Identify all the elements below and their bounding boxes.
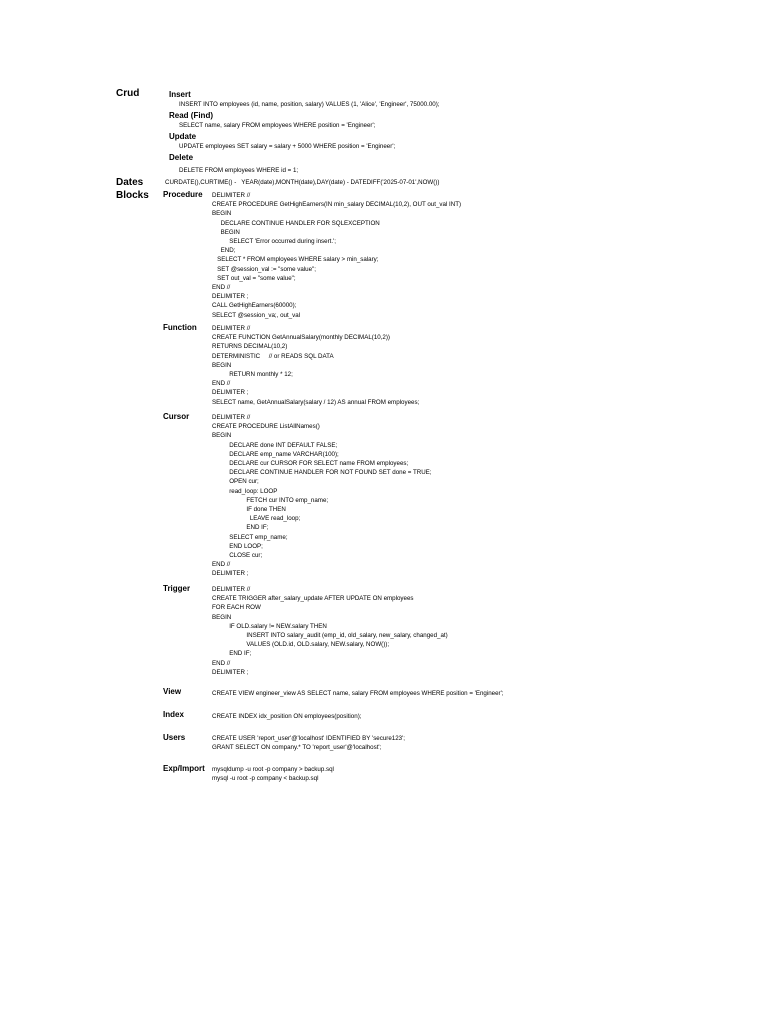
code-line: DELIMITER ; — [212, 668, 249, 676]
code-line: RETURNS DECIMAL(10,2) — [212, 343, 288, 351]
delete-label: Delete — [169, 153, 194, 162]
code-line: CREATE PROCEDURE ListAllNames() — [212, 423, 320, 431]
procedure-code — [212, 191, 461, 320]
code-line: DELIMITER ; — [212, 293, 249, 301]
code-line: SELECT @session_va;, out_val — [212, 311, 301, 319]
crud-heading: Crud — [116, 88, 140, 99]
code-line: END // — [212, 659, 231, 667]
code-line: CREATE TRIGGER after_salary_update AFTER UPDATE ON employees — [212, 595, 414, 603]
code-line: DELIMITER // — [212, 414, 251, 421]
index-code: CREATE INDEX idx_position ON employees(position); — [212, 713, 362, 720]
code-line: SELECT * FROM employees WHERE salary > min_salary; — [212, 256, 379, 264]
code-line: DECLARE done INT DEFAULT FALSE; — [212, 441, 338, 449]
dates-heading: Dates — [116, 177, 144, 188]
cursor-label: Cursor — [163, 412, 190, 421]
code-line: SELECT 'Error occurred during insert.'; — [212, 238, 336, 246]
read-label: Read (Find) — [169, 111, 213, 120]
code-line: DECLARE emp_name VARCHAR(100); — [212, 450, 339, 458]
code-line: CREATE PROCEDURE GetHighEarners(IN min_salary DECIMAL(10,2), OUT out_val INT) — [212, 201, 462, 209]
users-code — [212, 734, 405, 752]
insert-code: INSERT INTO employees (id, name, position, salary) VALUES (1, 'Alice', 'Engineer', 75000.00); — [179, 101, 440, 108]
code-line: DELIMITER ; — [212, 389, 249, 397]
code-line: read_loop: LOOP — [212, 487, 278, 495]
procedure-label: Procedure — [163, 190, 203, 199]
code-line: SELECT emp_name; — [212, 533, 288, 541]
code-line: BEGIN — [212, 210, 232, 218]
code-line: DETERMINISTIC // or READS SQL DATA — [212, 352, 334, 360]
code-line: BEGIN — [212, 228, 240, 236]
exp-import-code — [212, 765, 334, 783]
update-code: UPDATE employees SET salary = salary + 5000 WHERE position = 'Engineer'; — [179, 143, 396, 150]
code-line: mysql -u root -p company < backup.sql — [212, 775, 319, 783]
code-line: DECLARE CONTINUE HANDLER FOR SQLEXCEPTION — [212, 219, 380, 227]
code-line: END // — [212, 561, 231, 569]
code-line: DELIMITER // — [212, 586, 251, 593]
code-line: DELIMITER // — [212, 325, 251, 332]
code-line: SET out_val = "some value"; — [212, 274, 296, 282]
code-line: GRANT SELECT ON company.* TO 'report_user'@'localhost'; — [212, 744, 382, 752]
code-line: mysqldump -u root -p company > backup.sql — [212, 766, 334, 773]
code-line: BEGIN — [212, 613, 232, 621]
read-code: SELECT name, salary FROM employees WHERE position = 'Engineer'; — [179, 122, 376, 129]
code-line: END LOOP; — [212, 542, 263, 550]
code-line: CALL GetHighEarners(60000); — [212, 302, 297, 310]
code-line: DECLARE cur CURSOR FOR SELECT name FROM employees; — [212, 460, 409, 468]
code-line: IF OLD.salary != NEW.salary THEN — [212, 622, 327, 630]
view-label: View — [163, 687, 182, 696]
exp-import-label: Exp/Import — [163, 764, 205, 773]
code-line: END // — [212, 284, 231, 292]
code-line: BEGIN — [212, 361, 232, 369]
code-line: CLOSE cur; — [212, 552, 263, 560]
function-code — [212, 324, 419, 407]
code-line: END // — [212, 380, 231, 388]
code-line: SET @session_val := "some value"; — [212, 265, 316, 273]
view-code: CREATE VIEW engineer_view AS SELECT name, salary FROM employees WHERE position = 'Engineer'; — [212, 690, 504, 697]
code-line: IF done THEN — [212, 506, 286, 514]
code-line: INSERT INTO salary_audit (emp_id, old_salary, new_salary, changed_at) — [212, 632, 448, 640]
code-line: FOR EACH ROW — [212, 604, 261, 612]
code-line: END IF; — [212, 524, 269, 532]
function-label: Function — [163, 323, 197, 332]
code-line: DELIMITER // — [212, 192, 251, 199]
code-line: BEGIN — [212, 432, 232, 440]
code-line: DELIMITER ; — [212, 570, 249, 578]
code-line: OPEN cur; — [212, 478, 259, 486]
code-line: RETURN monthly * 12; — [212, 371, 293, 379]
update-label: Update — [169, 132, 197, 141]
users-label: Users — [163, 733, 186, 742]
code-line: SELECT name, GetAnnualSalary(salary / 12) AS annual FROM employees; — [212, 398, 420, 406]
code-line: END IF; — [212, 650, 252, 658]
trigger-code — [212, 585, 448, 677]
code-line: END; — [212, 247, 236, 255]
blocks-heading: Blocks — [116, 190, 149, 201]
code-line: CREATE FUNCTION GetAnnualSalary(monthly DECIMAL(10,2)) — [212, 334, 390, 342]
trigger-label: Trigger — [163, 584, 191, 593]
code-line: FETCH cur INTO emp_name; — [212, 496, 329, 504]
cursor-code — [212, 413, 432, 579]
code-line: DECLARE CONTINUE HANDLER FOR NOT FOUND SET done = TRUE; — [212, 469, 432, 477]
insert-label: Insert — [169, 90, 191, 99]
code-line: LEAVE read_loop; — [212, 515, 301, 523]
delete-code: DELETE FROM employees WHERE id = 1; — [179, 167, 299, 174]
code-line: CREATE USER 'report_user'@'localhost' IDENTIFIED BY 'secure123'; — [212, 735, 405, 742]
code-line: VALUES (OLD.id, OLD.salary, NEW.salary, NOW()); — [212, 641, 390, 649]
dates-code: CURDATE(),CURTIME() - YEAR(date),MONTH(date),DAY(date) - DATEDIFF('2025-07-01',NOW()) — [165, 179, 440, 186]
index-label: Index — [163, 710, 184, 719]
